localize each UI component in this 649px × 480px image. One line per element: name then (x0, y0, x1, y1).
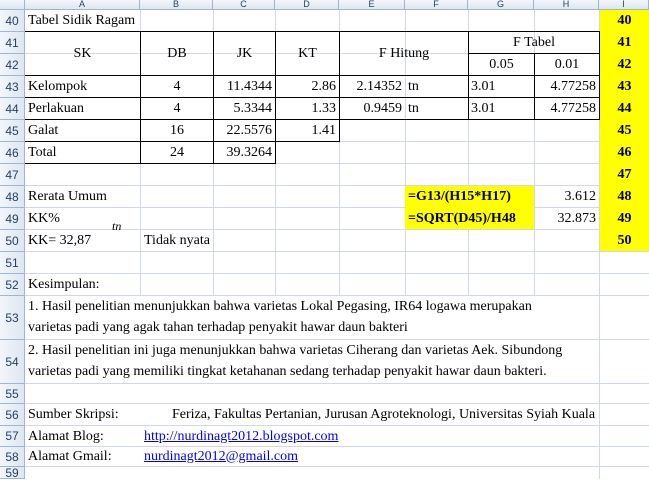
row-header-51[interactable]: 51 (0, 252, 25, 274)
col-i-value[interactable]: 42 (617, 57, 632, 72)
col-i-value[interactable]: 43 (617, 79, 632, 94)
row-kt[interactable]: 2.86 (311, 79, 336, 94)
row-db[interactable]: 4 (173, 101, 181, 116)
row-header-52[interactable]: 52 (0, 274, 25, 296)
kk-superscript: tn (112, 219, 122, 233)
col-i-value[interactable]: 41 (617, 35, 632, 50)
column-header-e[interactable]: E (339, 0, 405, 10)
table-border (25, 119, 600, 120)
col-i-value[interactable]: 46 (617, 145, 632, 160)
blog-link[interactable]: http://nurdinagt2012.blogspot.com (144, 428, 339, 444)
gridline (25, 295, 649, 296)
row-header-47[interactable]: 47 (0, 164, 25, 186)
row-f001[interactable]: 4.77258 (550, 79, 596, 94)
row-f005[interactable]: 3.01 (471, 101, 496, 116)
column-header-c[interactable]: C (213, 0, 275, 10)
gridline (25, 273, 649, 274)
table-border (25, 75, 600, 76)
kk-label[interactable]: KK% (28, 211, 60, 226)
tidak-nyata[interactable]: Tidak nyata (144, 233, 210, 248)
column-header-b[interactable]: B (140, 0, 213, 10)
gmail-label[interactable]: Alamat Gmail: (28, 448, 112, 464)
header-f-hitung[interactable]: F Hitung (378, 45, 430, 61)
column-header-d[interactable]: D (275, 0, 339, 10)
kesimpulan-2-line1[interactable]: 2. Hasil penelitian ini juga menunjukkan bahwa varietas Ciherang dan varietas Aek. Sibundong (28, 343, 563, 358)
col-i-value[interactable]: 44 (617, 101, 632, 116)
kesimpulan-2-line2[interactable]: varietas padi yang memiliki tingkat ketahanan sedang terhadap penyakit hawar daun bakteri. (28, 364, 547, 379)
col-i-value[interactable]: 48 (617, 189, 632, 204)
kesimpulan-1-line1[interactable]: 1. Hasil penelitian menunjukkan bahwa varietas Lokal Pegasing, IR64 logawa merupakan (28, 299, 532, 314)
row-header-59[interactable]: 59 (0, 467, 25, 479)
row-sk[interactable]: Total (28, 145, 57, 160)
row-header-56[interactable]: 56 (0, 404, 25, 426)
col-i-value[interactable]: 45 (617, 123, 632, 138)
column-header-g[interactable]: G (468, 0, 534, 10)
row-header-45[interactable]: 45 (0, 120, 25, 142)
gridline (25, 339, 649, 340)
row-note[interactable]: tn (408, 79, 419, 94)
gridline (25, 185, 649, 186)
gridline (25, 251, 649, 252)
row-db[interactable]: 16 (170, 123, 184, 138)
gridline (25, 425, 649, 426)
header-sk[interactable]: SK (73, 45, 92, 61)
row-jk[interactable]: 22.5576 (226, 123, 272, 138)
col-i-value[interactable]: 49 (617, 211, 632, 226)
col-i-value[interactable]: 47 (617, 167, 632, 182)
table-border (25, 141, 339, 142)
row-header-46[interactable]: 46 (0, 142, 25, 164)
sumber-label[interactable]: Sumber Skripsi: (28, 407, 119, 422)
gmail-link[interactable]: nurdinagt2012@gmail.com (144, 448, 299, 464)
row-header-50[interactable]: 50 (0, 230, 25, 252)
table-border (25, 163, 275, 164)
header-kt[interactable]: KT (298, 45, 317, 61)
gridline (25, 446, 649, 447)
header-f005[interactable]: 0.05 (489, 57, 514, 72)
header-db[interactable]: DB (167, 45, 187, 61)
row-sk[interactable]: Kelompok (28, 79, 88, 94)
row-sk[interactable]: Galat (28, 123, 59, 138)
row-header-41[interactable]: 41 (0, 32, 25, 54)
row-header-44[interactable]: 44 (0, 98, 25, 120)
row-sk[interactable]: Perlakuan (28, 101, 84, 116)
gridline (25, 207, 649, 208)
row-header-48[interactable]: 48 (0, 186, 25, 208)
header-f001[interactable]: 0.01 (554, 57, 580, 72)
formula-kk[interactable]: =SQRT(D45)/H48 (408, 211, 516, 226)
formula-kk-result[interactable]: 32.873 (557, 211, 596, 226)
row-header-57[interactable]: 57 (0, 426, 25, 447)
header-jk[interactable]: JK (236, 45, 253, 61)
gridline (25, 383, 649, 384)
formula-rerata-result[interactable]: 3.612 (564, 189, 596, 204)
row-header-53[interactable]: 53 (0, 296, 25, 340)
col-i-value[interactable]: 50 (617, 233, 632, 248)
column-header-h[interactable]: H (534, 0, 599, 10)
row-header-49[interactable]: 49 (0, 208, 25, 230)
row-header-42[interactable]: 42 (0, 54, 25, 76)
select-all-corner[interactable] (0, 0, 25, 10)
row-header-55[interactable]: 55 (0, 384, 25, 404)
row-jk[interactable]: 39.3264 (226, 145, 272, 160)
row-db[interactable]: 24 (170, 145, 184, 160)
gridline (25, 403, 649, 404)
row-jk[interactable]: 5.3344 (233, 101, 272, 116)
gridline (25, 466, 649, 467)
row-f-hitung[interactable]: 0.9459 (363, 101, 402, 116)
formula-rerata[interactable]: =G13/(H15*H17) (408, 189, 511, 204)
row-jk[interactable]: 11.4344 (227, 79, 272, 94)
sumber-value[interactable]: Feriza, Fakultas Pertanian, Jurusan Agroteknologi, Universitas Syiah Kuala (172, 407, 596, 422)
row-header-54[interactable]: 54 (0, 340, 25, 384)
row-db[interactable]: 4 (173, 79, 181, 94)
blog-label[interactable]: Alamat Blog: (28, 428, 104, 444)
kesimpulan-label[interactable]: Kesimpulan: (28, 277, 100, 292)
table-border (25, 97, 600, 98)
row-header-43[interactable]: 43 (0, 76, 25, 98)
column-header-f[interactable]: F (405, 0, 468, 10)
row-kt[interactable]: 1.33 (311, 101, 336, 116)
row-f-hitung[interactable]: 2.14352 (356, 79, 402, 94)
col-i-value[interactable]: 40 (617, 13, 632, 28)
rerata-label[interactable]: Rerata Umum (28, 189, 107, 204)
row-f001[interactable]: 4.77258 (550, 101, 596, 116)
row-header-58[interactable]: 58 (0, 447, 25, 467)
row-kt[interactable]: 1.41 (311, 123, 336, 138)
row-note[interactable]: tn (408, 101, 419, 116)
kesimpulan-1-line2[interactable]: varietas padi yang agak tahan terhadap penyakit hawar daun bakteri (28, 320, 408, 335)
header-f-tabel[interactable]: F Tabel (513, 35, 555, 50)
kk-value[interactable]: KK= 32,87 (28, 233, 92, 248)
column-header-i[interactable]: I (599, 0, 649, 10)
row-header-40[interactable]: 40 (0, 10, 25, 32)
table-title[interactable]: Tabel Sidik Ragam (28, 13, 136, 28)
row-f005[interactable]: 3.01 (471, 79, 496, 94)
column-header-a[interactable]: A (25, 0, 140, 10)
